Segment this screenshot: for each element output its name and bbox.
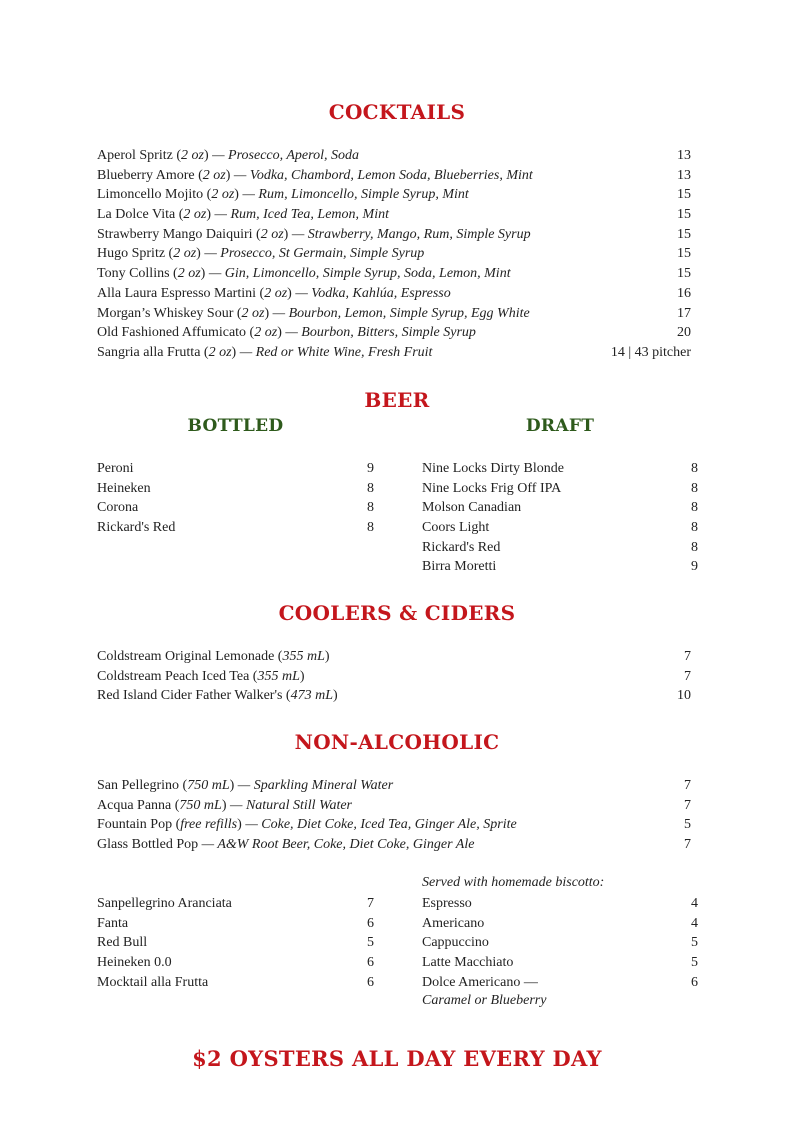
item-price: 9 xyxy=(367,461,374,476)
menu-item xyxy=(97,647,691,667)
cocktails-heading: COCKTAILS xyxy=(328,100,466,124)
menu-item xyxy=(97,796,691,816)
menu-item xyxy=(97,225,691,245)
item-description: — Vodka, Kahlúa, Espresso xyxy=(291,285,451,301)
item-name: Limoncello Mojito ( xyxy=(97,187,212,203)
menu-item xyxy=(422,953,698,973)
menu-item xyxy=(422,479,698,499)
item-size: 2 oz xyxy=(241,305,265,321)
menu-item xyxy=(422,498,698,518)
menu-item xyxy=(97,146,691,166)
item-price: 8 xyxy=(691,500,698,516)
menu-item xyxy=(97,244,691,264)
item-description: — Vodka, Chambord, Lemon Soda, Blueberries, Mint xyxy=(230,167,533,183)
coolers-list xyxy=(97,647,691,706)
item-price: 15 xyxy=(677,266,691,282)
item-description: — Prosecco, Aperol, Soda xyxy=(208,148,359,163)
item-name: Red Bull xyxy=(97,935,148,951)
item-description: — Bourbon, Lemon, Simple Syrup, Egg White xyxy=(269,305,530,321)
item-price: 5 xyxy=(367,935,374,951)
item-size-close: ) xyxy=(287,285,292,301)
item-description: — Gin, Limoncello, Simple Syrup, Soda, Lemon, Mint xyxy=(205,266,511,282)
item-description: — Rum, Limoncello, Simple Syrup, Mint xyxy=(238,187,469,203)
item-price: 4 xyxy=(691,896,698,911)
item-size-close: ) xyxy=(324,649,330,664)
menu-item xyxy=(97,205,691,225)
menu-item xyxy=(97,185,691,205)
menu-item xyxy=(97,284,691,304)
item-size-close: ) xyxy=(333,688,338,704)
item-size-close: ) xyxy=(221,797,227,813)
item-description: — Prosecco, St Germain, Simple Syrup xyxy=(200,246,425,262)
oysters-banner: $2 OYSTERS ALL DAY EVERY DAY xyxy=(192,1046,602,1071)
item-price: 15 xyxy=(677,187,691,203)
item-price: 7 xyxy=(684,649,691,664)
item-name: Sanpellegrino Aranciata xyxy=(97,896,232,911)
item-size: 355 mL xyxy=(257,668,300,684)
item-size-close: ) xyxy=(203,148,209,163)
coffee-sub-note: Caramel or Blueberry xyxy=(422,993,547,1008)
menu-item xyxy=(97,835,691,855)
menu-item xyxy=(422,894,698,914)
menu-item xyxy=(97,343,691,363)
item-name: Glass Bottled Pop xyxy=(97,837,199,853)
item-description: — Coke, Diet Coke, Iced Tea, Ginger Ale, Sprite xyxy=(241,817,517,833)
menu-item xyxy=(97,933,374,953)
menu-item xyxy=(422,518,698,538)
menu-item xyxy=(97,667,691,687)
item-price: 15 xyxy=(677,226,691,242)
item-name: Sangria alla Frutta ( xyxy=(97,344,209,360)
item-name: Coldstream Peach Iced Tea ( xyxy=(97,668,258,684)
item-price: 4 xyxy=(691,915,698,931)
item-price: 5 xyxy=(691,935,698,951)
item-name: Rickard's Red xyxy=(422,539,501,555)
item-name: Tony Collins ( xyxy=(97,266,178,282)
item-name: Heineken 0.0 xyxy=(97,955,172,971)
item-name: Old Fashioned Affumicato ( xyxy=(97,325,255,341)
item-name: Nine Locks Frig Off IPA xyxy=(422,480,562,496)
item-price: 10 xyxy=(677,688,691,704)
item-name: Coldstream Original Lemonade ( xyxy=(97,649,283,664)
bottled-heading: BOTTLED xyxy=(187,416,284,436)
item-size-close: ) xyxy=(264,305,270,321)
item-name: Espresso xyxy=(422,896,472,911)
item-description: — Sparkling Mineral Water xyxy=(234,778,394,793)
non-alcoholic-heading: NON-ALCOHOLIC xyxy=(294,730,500,754)
coffee-list xyxy=(422,894,698,992)
item-size-close: ) xyxy=(231,344,237,360)
item-price: 20 xyxy=(677,325,691,341)
item-size-close: ) xyxy=(225,167,231,183)
item-name: Peroni xyxy=(97,461,134,476)
item-size-close: ) xyxy=(206,207,211,223)
item-price: 17 xyxy=(677,305,691,321)
item-price: 7 xyxy=(684,668,691,684)
item-name: Rickard's Red xyxy=(97,520,176,536)
item-size-close: ) xyxy=(229,778,235,793)
item-price: 7 xyxy=(684,797,691,813)
item-price: 6 xyxy=(691,974,698,990)
item-size-close: ) xyxy=(299,668,305,684)
non-alcoholic-list xyxy=(97,776,691,855)
item-size: 2 oz xyxy=(211,187,235,203)
item-name: Coors Light xyxy=(422,520,490,536)
menu-item xyxy=(97,166,691,186)
item-price: 7 xyxy=(684,837,691,853)
item-size: 750 mL xyxy=(179,797,222,813)
item-price: 8 xyxy=(367,480,374,496)
item-name: Dolce Americano — xyxy=(422,974,538,990)
draft-beer-list xyxy=(422,459,698,577)
item-size: free refills xyxy=(180,817,238,833)
item-name: Aperol Spritz ( xyxy=(97,148,181,163)
item-price: 6 xyxy=(367,955,374,971)
item-name: Molson Canadian xyxy=(422,500,522,516)
item-price: 15 xyxy=(677,246,691,262)
item-size: 2 oz xyxy=(208,344,232,360)
item-price: 9 xyxy=(691,559,698,575)
item-name: Americano xyxy=(422,915,485,931)
item-size: 2 oz xyxy=(202,167,226,183)
item-price: 14 | 43 pitcher xyxy=(610,344,691,360)
menu-item xyxy=(422,933,698,953)
cocktails-list xyxy=(97,146,691,363)
item-name: Strawberry Mango Daiquiri ( xyxy=(97,226,261,242)
item-description: — Bourbon, Bitters, Simple Syrup xyxy=(281,325,476,341)
item-name: Acqua Panna ( xyxy=(97,797,180,813)
item-price: 13 xyxy=(677,167,691,183)
menu-item xyxy=(422,459,698,479)
item-name: Morgan’s Whiskey Sour ( xyxy=(97,305,242,321)
item-size: 473 mL xyxy=(290,688,333,704)
menu-item xyxy=(97,894,374,914)
draft-heading: DRAFT xyxy=(525,416,595,436)
item-name: Mocktail alla Frutta xyxy=(97,974,209,990)
item-size-close: ) xyxy=(237,817,242,833)
item-name: Latte Macchiato xyxy=(422,955,514,971)
menu-item xyxy=(422,557,698,577)
item-price: 7 xyxy=(684,778,691,793)
item-price: 8 xyxy=(691,539,698,555)
item-name: Heineken xyxy=(97,480,151,496)
item-size-close: ) xyxy=(200,266,206,282)
item-price: 8 xyxy=(367,500,374,516)
menu-item xyxy=(422,538,698,558)
item-name: Birra Moretti xyxy=(422,559,497,575)
menu-item xyxy=(97,498,374,518)
item-name: Alla Laura Espresso Martini ( xyxy=(97,285,265,301)
item-description: — Natural Still Water xyxy=(226,797,353,813)
soft-drinks-list xyxy=(97,894,374,992)
item-size: 750 mL xyxy=(187,778,230,793)
menu-item xyxy=(97,304,691,324)
item-size-close: ) xyxy=(234,187,239,203)
item-name: La Dolce Vita ( xyxy=(97,207,184,223)
menu-item xyxy=(97,914,374,934)
item-description: — A&W Root Beer, Coke, Diet Coke, Ginger Ale xyxy=(198,837,475,853)
item-price: 7 xyxy=(367,896,374,911)
item-name: Nine Locks Dirty Blonde xyxy=(422,461,564,476)
item-name: Corona xyxy=(97,500,139,516)
item-price: 5 xyxy=(684,817,691,833)
item-name: San Pellegrino ( xyxy=(97,778,188,793)
bottled-beer-list xyxy=(97,459,374,538)
coolers-heading: COOLERS & CIDERS xyxy=(278,601,516,625)
item-size: 2 oz xyxy=(173,246,197,262)
item-price: 16 xyxy=(677,285,691,301)
item-price: 6 xyxy=(367,974,374,990)
item-name: Cappuccino xyxy=(422,935,489,951)
menu-item xyxy=(97,479,374,499)
item-price: 8 xyxy=(691,480,698,496)
item-name: Hugo Spritz ( xyxy=(97,246,174,262)
item-size: 2 oz xyxy=(260,226,284,242)
item-description: — Red or White Wine, Fresh Fruit xyxy=(236,344,433,360)
item-size: 2 oz xyxy=(177,266,201,282)
menu-item xyxy=(97,323,691,343)
item-price: 8 xyxy=(367,520,374,536)
item-name: Fountain Pop ( xyxy=(97,817,181,833)
menu-item xyxy=(97,686,691,706)
menu-item xyxy=(422,914,698,934)
item-price: 8 xyxy=(691,461,698,476)
item-size: 355 mL xyxy=(282,649,325,664)
item-price: 6 xyxy=(367,915,374,931)
item-price: 13 xyxy=(677,148,691,163)
menu-item xyxy=(97,264,691,284)
item-size: 2 oz xyxy=(180,148,204,163)
menu-item xyxy=(97,459,374,479)
menu-item xyxy=(97,518,374,538)
menu-item xyxy=(97,973,374,993)
item-size-close: ) xyxy=(277,325,282,341)
item-size: 2 oz xyxy=(254,325,278,341)
beer-heading: BEER xyxy=(364,388,430,412)
item-size-close: ) xyxy=(283,226,289,242)
item-size: 2 oz xyxy=(264,285,288,301)
item-description: — Strawberry, Mango, Rum, Simple Syrup xyxy=(288,226,531,242)
item-name: Fanta xyxy=(97,915,129,931)
menu-item xyxy=(422,973,698,993)
item-size-close: ) xyxy=(196,246,201,262)
item-price: 15 xyxy=(677,207,691,223)
item-price: 5 xyxy=(691,955,698,971)
item-size: 2 oz xyxy=(183,207,207,223)
menu-item xyxy=(97,953,374,973)
menu-item xyxy=(97,776,691,796)
item-price: 8 xyxy=(691,520,698,536)
coffee-note: Served with homemade biscotto: xyxy=(422,875,605,890)
menu-item xyxy=(97,815,691,835)
item-name: Blueberry Amore ( xyxy=(97,167,203,183)
item-name: Red Island Cider Father Walker's ( xyxy=(97,688,291,704)
item-description: — Rum, Iced Tea, Lemon, Mint xyxy=(211,207,389,223)
